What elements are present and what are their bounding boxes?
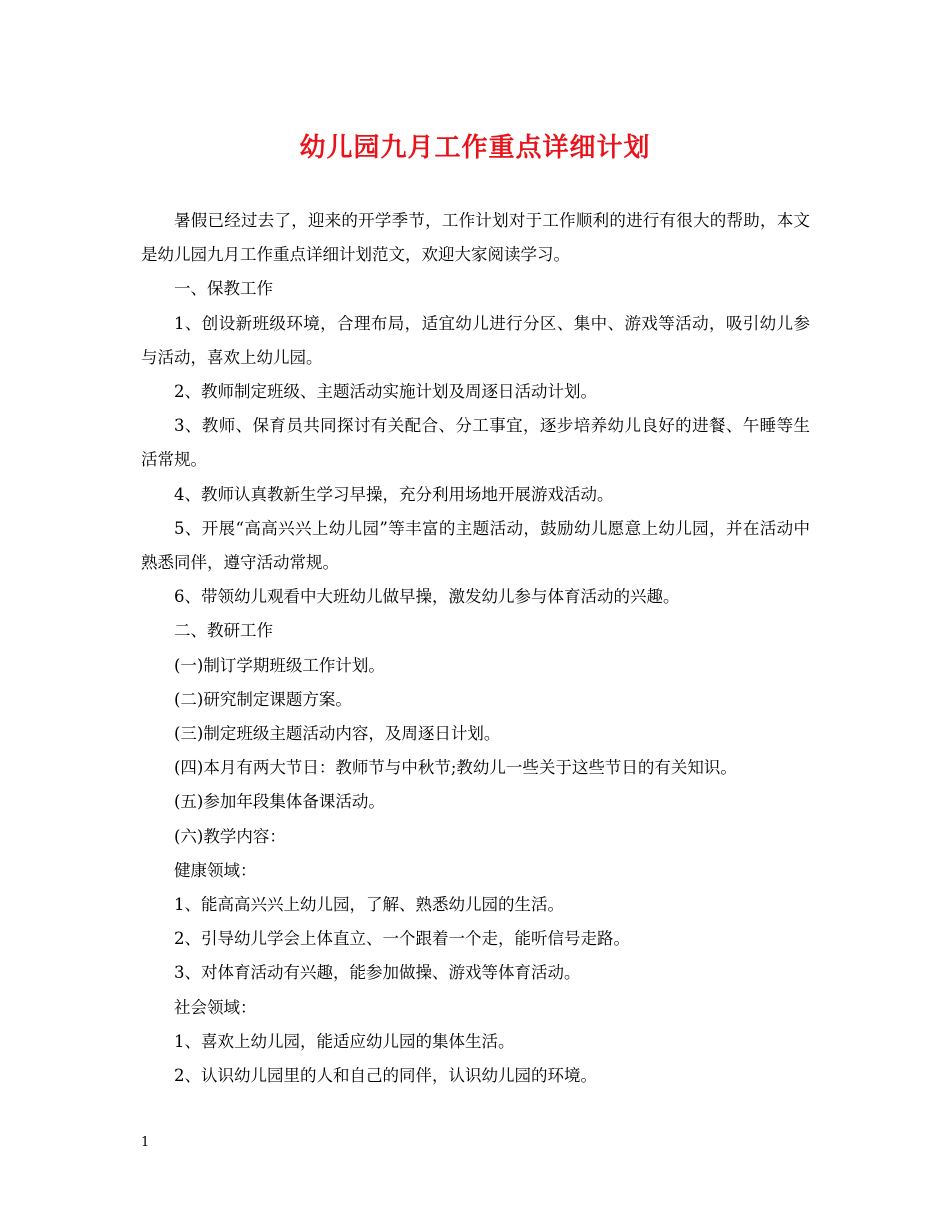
list-item: (四)本月有两大节日：教师节与中秋节;教幼儿一些关于这些节日的有关知识。: [174, 758, 737, 778]
list-item: 1、喜欢上幼儿园，能适应幼儿园的集体生活。: [174, 1031, 515, 1051]
page-number: 1: [141, 1135, 150, 1150]
list-item: (二)研究制定课题方案。: [174, 689, 352, 709]
paragraph-intro: 暑假已经过去了，迎来的开学季节，工作计划对于工作顺利的进行有很大的帮助，本文是幼儿园九月工作重点详细计划范文，欢迎大家阅读学习。: [141, 211, 810, 265]
list-item: 5、开展“高高兴兴上幼儿园”等丰富的主题活动，鼓励幼儿愿意上幼儿园，并在活动中熟悉同伴，遵守活动常规。: [141, 518, 810, 573]
list-item: (一)制订学期班级工作计划。: [174, 655, 385, 675]
list-item: 1、创设新班级环境，合理布局，适宜幼儿进行分区、集中、游戏等活动，吸引幼儿参与活动，喜欢上幼儿园。: [141, 313, 810, 367]
list-item: 2、教师制定班级、主题活动实施计划及周逐日活动计划。: [174, 382, 597, 402]
list-item: 3、教师、保育员共同探讨有关配合、分工事宜，逐步培养幼儿良好的进餐、午睡等生活常规。: [141, 416, 810, 470]
list-item: 2、认识幼儿园里的人和自己的同伴，认识幼儿园的环境。: [174, 1066, 597, 1086]
document-title: 幼儿园九月工作重点详细计划: [299, 133, 651, 163]
document-body: [141, 204, 810, 1093]
list-item: 1、能高高兴兴上幼儿园，了解、熟悉幼儿园的生活。: [174, 895, 564, 915]
list-item: 2、引导幼儿学会上体直立、一个跟着一个走，能听信号走路。: [174, 929, 630, 949]
list-item: 4、教师认真教新生学习早操，充分利用场地开展游戏活动。: [174, 484, 614, 504]
section-heading-baojiao: 一、保教工作: [174, 279, 273, 299]
section-heading-jiaoyan: 二、教研工作: [174, 621, 273, 641]
subheading-social: 社会领域：: [174, 997, 257, 1017]
list-item: (六)教学内容：: [174, 826, 286, 846]
list-item: 3、对体育活动有兴趣，能参加做操、游戏等体育活动。: [174, 963, 581, 983]
list-item: (五)参加年段集体备课活动。: [174, 792, 385, 812]
subheading-health: 健康领域：: [174, 860, 257, 880]
list-item: 6、带领幼儿观看中大班幼儿做早操，激发幼儿参与体育活动的兴趣。: [174, 587, 680, 607]
list-item: (三)制定班级主题活动内容，及周逐日计划。: [174, 724, 501, 744]
